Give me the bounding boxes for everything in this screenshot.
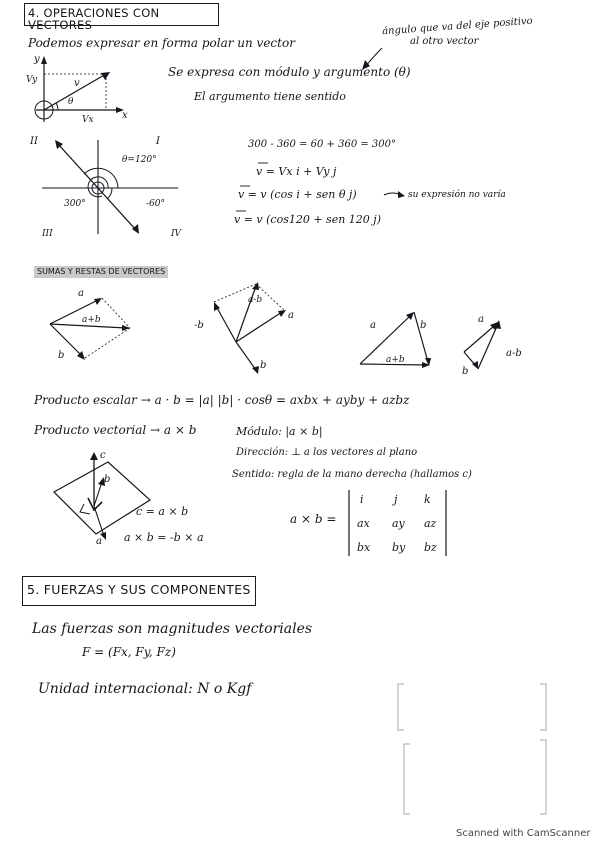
d4-b-label: b bbox=[462, 366, 469, 377]
force-vector-eq: F = (Fx, Fy, Fz) bbox=[82, 645, 176, 659]
scanner-watermark: Scanned with CamScanner bbox=[456, 828, 591, 839]
d2-diff-label: a-b bbox=[248, 295, 263, 305]
vector-components-eq: v = Vx i + Vy j bbox=[256, 165, 337, 178]
polar-form-line: Podemos expresar en forma polar un vector bbox=[28, 36, 295, 50]
matrix-r2-c1: by bbox=[392, 541, 406, 554]
angle-calculation: 300 - 360 = 60 + 360 = 300° bbox=[248, 139, 397, 150]
matrix-r1-c0: ax bbox=[357, 517, 370, 530]
fig1-vx-label: Vx bbox=[82, 115, 94, 125]
unidad-line: Unidad internacional: N o Kgf bbox=[38, 681, 252, 697]
d1-b-label: b bbox=[58, 350, 65, 361]
section-4-title: 4. OPERACIONES CON VECTORES bbox=[24, 3, 219, 26]
sum-parallelogram-diagram bbox=[38, 288, 138, 368]
matrix-r0-c0: i bbox=[360, 493, 364, 506]
vector-polar-eq: v = v (cos i + sen θ j) bbox=[238, 188, 357, 201]
polar-vector-figure bbox=[28, 52, 148, 127]
quadrant-I: I bbox=[156, 136, 160, 147]
angle-neg60-label: -60° bbox=[146, 199, 165, 209]
modulo-line: Módulo: |a × b| bbox=[236, 425, 323, 438]
cross-c-label: c bbox=[100, 450, 106, 461]
determinant-lhs: a × b = bbox=[290, 512, 337, 526]
section-5-title: 5. FUERZAS Y SUS COMPONENTES bbox=[22, 576, 256, 606]
cross-a-label: a bbox=[96, 536, 102, 547]
angle-300-label: 300° bbox=[64, 199, 86, 209]
difference-diagram bbox=[190, 272, 300, 372]
matrix-r1-c2: az bbox=[424, 517, 437, 530]
c-equals-axb: c = a × b bbox=[136, 505, 189, 518]
quadrant-II: II bbox=[30, 136, 38, 147]
quadrant-figure bbox=[28, 130, 198, 240]
matrix-r2-c2: bz bbox=[424, 541, 437, 554]
d3-sum-label: a+b bbox=[386, 355, 405, 365]
fig1-x-label: x bbox=[122, 110, 128, 121]
d4-diff-label: a-b bbox=[506, 348, 522, 359]
quadrant-IV: IV bbox=[171, 229, 182, 239]
sentido-line: Sentido: regla de la mano derecha (hallamos c) bbox=[232, 469, 472, 480]
triangle-sum-diagram bbox=[352, 292, 442, 372]
fig1-v-label: v bbox=[74, 78, 80, 89]
angle-note-1: ángulo que va del eje positivo bbox=[381, 15, 533, 38]
fig1-y-label: y bbox=[34, 54, 40, 65]
cross-b-label: b bbox=[104, 474, 111, 485]
angle-note-2: al otro vector bbox=[410, 36, 479, 47]
d1-a-label: a bbox=[78, 288, 84, 299]
fuerzas-line: Las fuerzas son magnitudes vectoriales bbox=[32, 621, 313, 637]
sumas-restas-heading: SUMAS Y RESTAS DE VECTORES bbox=[34, 266, 168, 278]
producto-escalar-line: Producto escalar → a · b = |a| |b| · cosθ = axbx + ayby + azbz bbox=[34, 393, 410, 407]
anticommutative-eq: a × b = -b × a bbox=[124, 531, 204, 544]
fig1-vy-label: Vy bbox=[26, 75, 38, 85]
producto-vectorial-line: Producto vectorial → a × b bbox=[34, 423, 197, 437]
d2-a-label: a bbox=[288, 310, 294, 321]
d4-a-label: a bbox=[478, 314, 484, 325]
d3-a-label: a bbox=[370, 320, 376, 331]
argumento-sentido-line: El argumento tiene sentido bbox=[194, 90, 346, 103]
matrix-r0-c1: j bbox=[394, 493, 398, 506]
faint-bracket-marks bbox=[0, 0, 1, 1]
d2-neg-b-label: -b bbox=[194, 320, 204, 331]
d3-b-label: b bbox=[420, 320, 427, 331]
vector-120-eq: v = v (cos120 + sen 120 j) bbox=[234, 213, 381, 226]
eq-note: su expresión no varía bbox=[408, 190, 506, 200]
d1-sum-label: a+b bbox=[82, 315, 101, 325]
fig1-theta-label: θ bbox=[68, 97, 74, 107]
quadrant-III: III bbox=[42, 229, 53, 239]
matrix-r1-c1: ay bbox=[392, 517, 405, 530]
d2-b-label: b bbox=[260, 360, 267, 371]
matrix-r2-c0: bx bbox=[357, 541, 371, 554]
direccion-line: Dirección: ⊥ a los vectores al plano bbox=[236, 447, 418, 458]
triangle-difference-diagram bbox=[456, 308, 546, 378]
theta-120-label: θ=120° bbox=[122, 155, 157, 165]
matrix-r0-c2: k bbox=[424, 493, 431, 506]
modulo-argumento-line: Se expresa con módulo y argumento (θ) bbox=[168, 65, 411, 79]
